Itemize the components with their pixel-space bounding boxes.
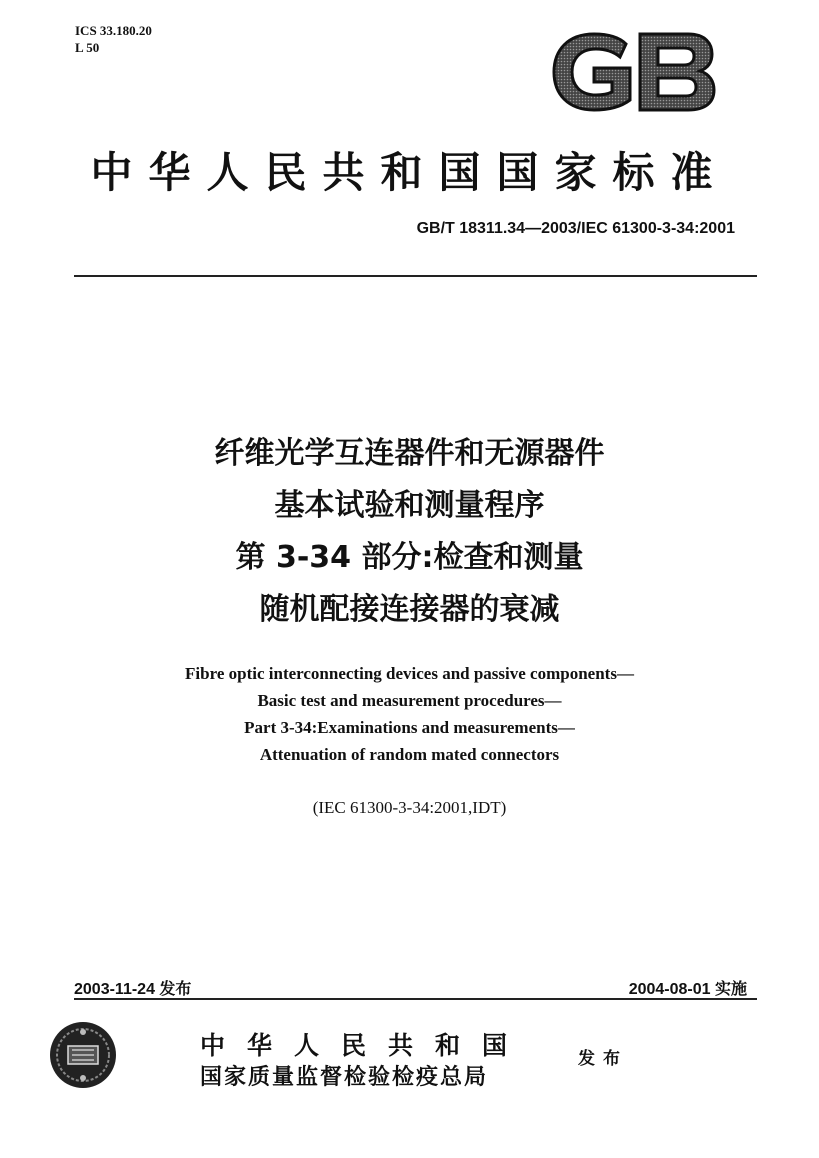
national-seal-icon (48, 1020, 118, 1090)
chinese-title-line2: 基本试验和测量程序 (274, 488, 545, 523)
implementation-date: 2004-08-01 实施 (628, 981, 747, 998)
top-divider (74, 275, 757, 277)
chinese-title-line1: 纤维光学互连器件和无源器件 (214, 436, 605, 471)
equivalence-note: (IEC 61300-3-34:2001,IDT) (312, 798, 507, 817)
chinese-title-line4: 随机配接连接器的衰减 (259, 592, 560, 627)
issue-word: 发布 (578, 1049, 628, 1069)
english-title-line4: Attenuation of random mated connectors (259, 745, 560, 764)
chinese-title-line3: 第 3-34 部分:检查和测量 (235, 540, 584, 575)
gb-logo-icon (548, 30, 718, 114)
standard-code: GB/T 18311.34—2003/IEC 61300-3-34:2001 (416, 220, 735, 237)
publisher-line2: 国家质量监督检验检疫总局 (200, 1064, 489, 1090)
english-title-line1: Fibre optic interconnecting devices and passive components— (185, 664, 634, 683)
chinese-title (0, 428, 819, 636)
ics-classification (75, 22, 152, 56)
english-title-line2: Basic test and measurement procedures— (257, 691, 562, 710)
bottom-divider (74, 998, 757, 1000)
ics-code: ICS 33.180.20 (75, 23, 152, 38)
publisher (200, 1030, 529, 1092)
ccs-code: L 50 (75, 40, 100, 55)
english-title (0, 660, 819, 768)
publisher-line1: 中华人民共和国 (200, 1031, 530, 1060)
english-title-line3: Part 3-34:Examinations and measurements— (244, 718, 575, 737)
national-standard-title: 中华人民共和国国家标准 (90, 148, 729, 197)
issue-date: 2003-11-24 发布 (74, 981, 192, 998)
